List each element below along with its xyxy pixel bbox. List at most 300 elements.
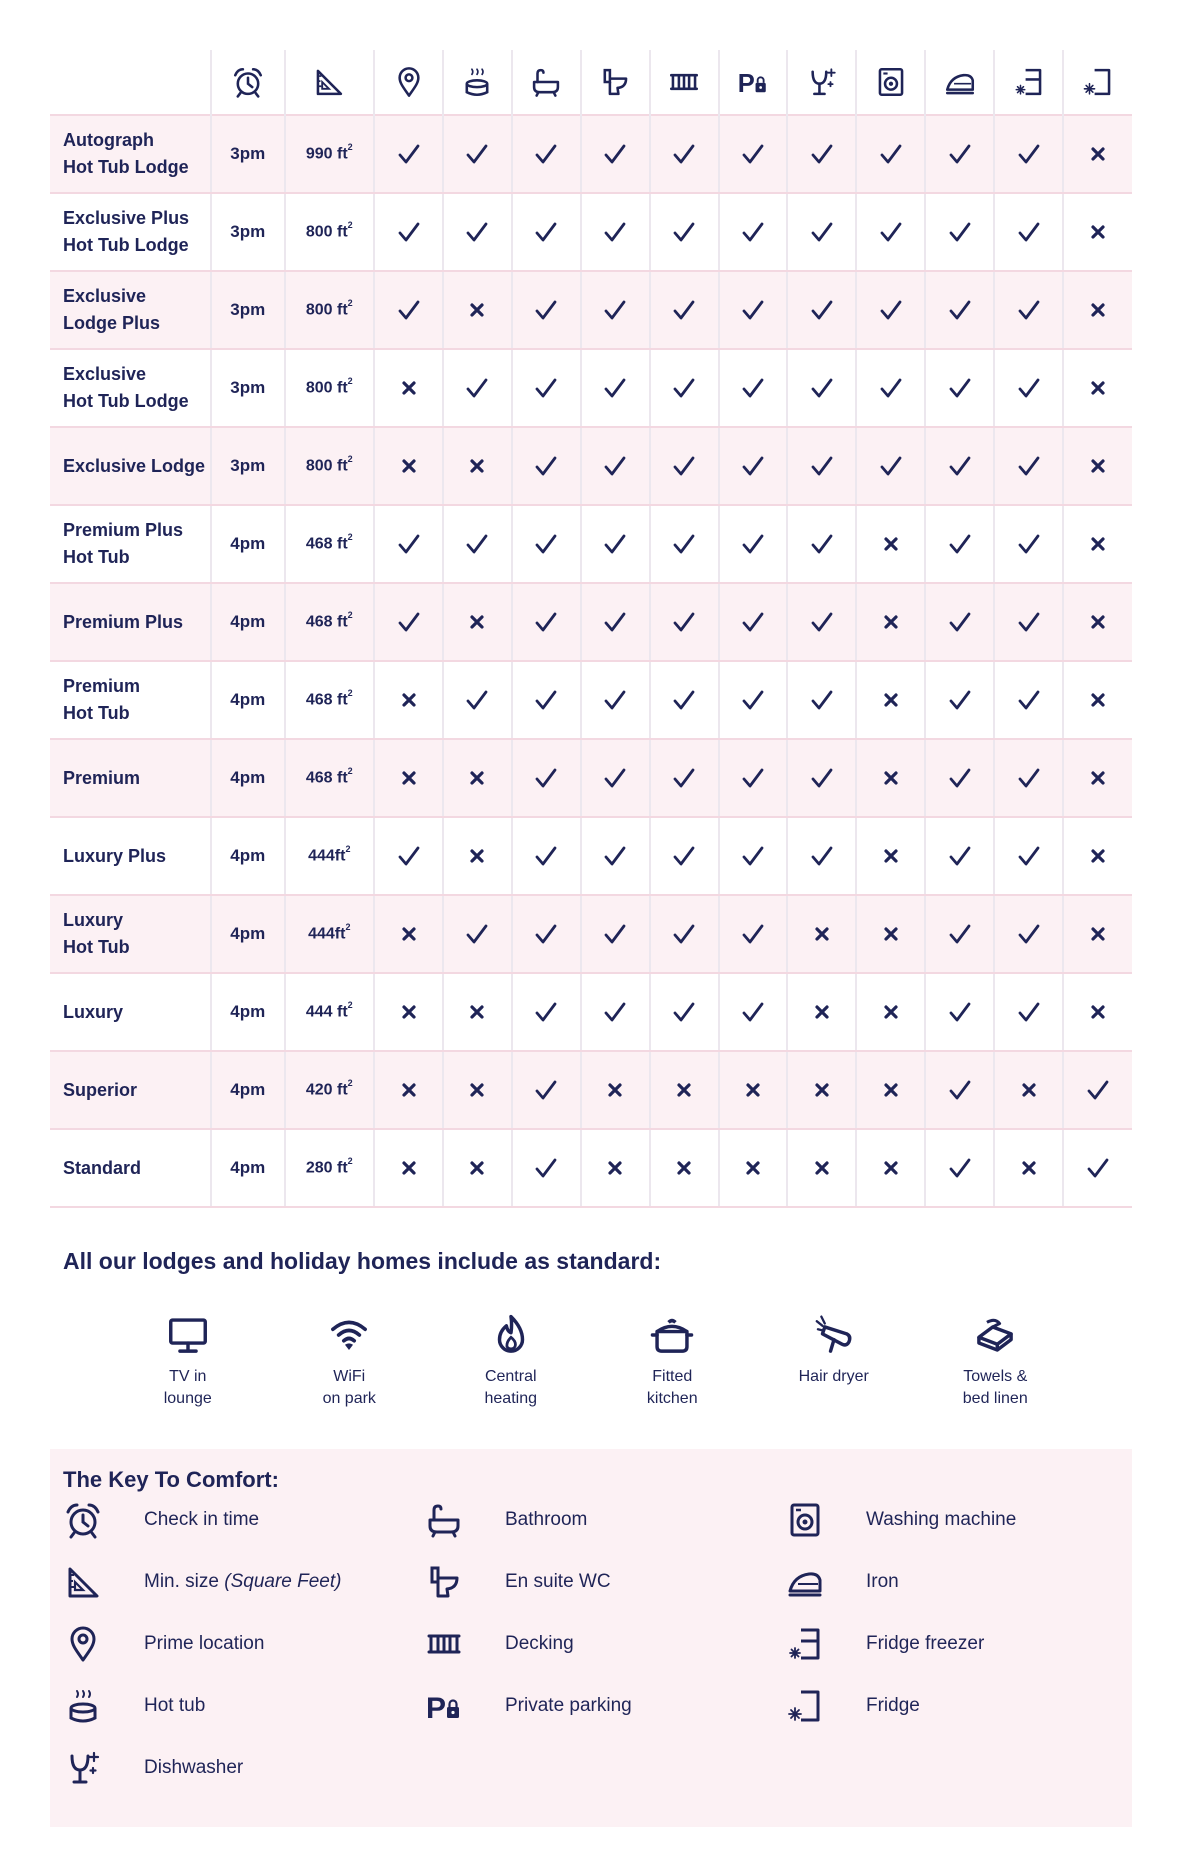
key-item	[785, 1562, 899, 1602]
table-row	[50, 1051, 1132, 1129]
feature-cell-fridge	[1063, 115, 1132, 193]
check-icon	[1018, 1001, 1040, 1023]
check-icon	[949, 299, 971, 321]
feature-cell-bathtub	[512, 1129, 581, 1207]
bathtub-icon	[424, 1500, 464, 1540]
key-label-text: Iron	[866, 1571, 899, 1592]
check-icon	[949, 689, 971, 711]
check-icon	[811, 689, 833, 711]
feature-cell-washing-machine	[856, 661, 925, 739]
table-row	[50, 427, 1132, 505]
feature-cell-toilet	[581, 115, 650, 193]
cross-icon	[677, 1161, 691, 1175]
feature-cell-toilet	[581, 427, 650, 505]
table-row	[50, 895, 1132, 973]
check-icon	[535, 377, 557, 399]
dishwasher-icon	[63, 1748, 103, 1788]
feature-cell-decking	[650, 349, 719, 427]
cross-icon	[884, 927, 898, 941]
feature-cell-dishwasher	[787, 583, 856, 661]
lodge-name	[50, 349, 211, 427]
cross-icon	[1091, 225, 1105, 239]
table-row	[50, 115, 1132, 193]
check-icon	[949, 611, 971, 633]
min-size-value: 468 ft	[305, 535, 348, 553]
cross-icon	[1091, 615, 1105, 629]
feature-cell-washing-machine	[856, 271, 925, 349]
key-label	[866, 1695, 920, 1717]
checkin-time: 3pm	[211, 193, 284, 271]
check-icon	[742, 845, 764, 867]
feature-cell-iron	[925, 271, 994, 349]
check-icon	[811, 845, 833, 867]
table-row	[50, 349, 1132, 427]
check-icon	[398, 533, 420, 555]
feature-cell-toilet	[581, 193, 650, 271]
cross-icon	[884, 537, 898, 551]
key-label-text: Dishwasher	[144, 1757, 244, 1778]
feature-cell-bathtub	[512, 895, 581, 973]
column-header-washing-machine	[856, 50, 925, 115]
feature-cell-dishwasher	[787, 427, 856, 505]
feature-cell-toilet	[581, 1129, 650, 1207]
parking-icon	[424, 1686, 464, 1726]
comparison-table	[50, 50, 1132, 1208]
lodge-name	[50, 661, 211, 739]
alarm-clock-icon	[63, 1500, 103, 1540]
feature-cell-parking	[719, 505, 788, 583]
feature-cell-washing-machine	[856, 817, 925, 895]
feature-cell-location-pin	[374, 817, 443, 895]
standard-feature-label-line: Central	[484, 1368, 537, 1385]
lodge-name-line: Exclusive Lodge	[63, 455, 206, 476]
cross-icon	[608, 1161, 622, 1175]
header-row	[50, 50, 1132, 115]
feature-cell-bathtub	[512, 661, 581, 739]
check-icon	[673, 845, 695, 867]
feature-cell-hot-tub	[443, 739, 512, 817]
check-icon	[535, 767, 557, 789]
key-title: The Key To Comfort:	[63, 1467, 279, 1492]
check-icon	[673, 767, 695, 789]
cross-icon	[884, 771, 898, 785]
lodge-name	[50, 1129, 211, 1207]
min-size-value: 444ft	[308, 847, 346, 865]
feature-cell-parking	[719, 193, 788, 271]
standard-feature-item	[107, 1312, 269, 1424]
feature-cell-parking	[719, 427, 788, 505]
feature-cell-iron	[925, 583, 994, 661]
feature-cell-hot-tub	[443, 583, 512, 661]
check-icon	[811, 455, 833, 477]
feature-cell-decking	[650, 583, 719, 661]
feature-cell-dishwasher	[787, 115, 856, 193]
check-icon	[673, 299, 695, 321]
checkin-time: 4pm	[211, 739, 284, 817]
key-label	[144, 1695, 205, 1717]
check-icon	[466, 923, 488, 945]
key-item	[424, 1500, 588, 1540]
feature-cell-parking	[719, 1051, 788, 1129]
check-icon	[742, 767, 764, 789]
table-row	[50, 1129, 1132, 1207]
feature-cell-decking	[650, 115, 719, 193]
check-icon	[742, 221, 764, 243]
feature-cell-location-pin	[374, 739, 443, 817]
bathtub-icon	[529, 65, 563, 99]
feature-cell-dishwasher	[787, 505, 856, 583]
feature-cell-fridge-freezer	[994, 973, 1063, 1051]
feature-cell-fridge	[1063, 271, 1132, 349]
location-pin-icon	[392, 65, 426, 99]
checkin-time: 4pm	[211, 895, 284, 973]
feature-cell-parking	[719, 739, 788, 817]
feature-cell-dishwasher	[787, 1051, 856, 1129]
feature-cell-decking	[650, 661, 719, 739]
cross-icon	[677, 1083, 691, 1097]
check-icon	[673, 221, 695, 243]
table-row	[50, 505, 1132, 583]
feature-cell-hot-tub	[443, 817, 512, 895]
key-label-text: Fridge freezer	[866, 1633, 985, 1654]
feature-cell-bathtub	[512, 193, 581, 271]
key-label-text: Washing machine	[866, 1509, 1017, 1530]
checkin-time: 3pm	[211, 427, 284, 505]
key-label	[505, 1695, 632, 1717]
checkin-time: 3pm	[211, 349, 284, 427]
min-size-unit: 2	[347, 532, 353, 543]
lodge-name-line: Luxury	[63, 1001, 124, 1022]
feature-cell-toilet	[581, 739, 650, 817]
min-size-value: 468 ft	[305, 613, 348, 631]
standard-feature-item	[430, 1312, 592, 1424]
feature-cell-fridge-freezer	[994, 505, 1063, 583]
key-label-text: Prime location	[144, 1633, 265, 1654]
key-item	[63, 1500, 260, 1540]
lodge-name	[50, 895, 211, 973]
feature-cell-fridge	[1063, 817, 1132, 895]
feature-cell-decking	[650, 271, 719, 349]
iron-icon	[785, 1562, 825, 1602]
feature-cell-bathtub	[512, 505, 581, 583]
cross-icon	[1091, 1005, 1105, 1019]
standard-feature-label-line: on park	[322, 1390, 376, 1407]
checkin-time: 4pm	[211, 1051, 284, 1129]
standard-feature-label-line: TV in	[169, 1368, 207, 1385]
feature-cell-toilet	[581, 973, 650, 1051]
check-icon	[604, 923, 626, 945]
set-square-icon	[63, 1562, 103, 1602]
min-size	[285, 193, 375, 271]
feature-cell-decking	[650, 895, 719, 973]
standard-feature-label-line: bed linen	[962, 1390, 1028, 1407]
table-row	[50, 193, 1132, 271]
check-icon	[1018, 923, 1040, 945]
min-size-value: 444ft	[308, 925, 346, 943]
feature-cell-location-pin	[374, 349, 443, 427]
lodge-name	[50, 583, 211, 661]
washing-machine-icon	[874, 65, 908, 99]
check-icon	[535, 143, 557, 165]
cross-icon	[1091, 693, 1105, 707]
check-icon	[398, 611, 420, 633]
feature-cell-fridge	[1063, 973, 1132, 1051]
min-size-unit: 2	[347, 1000, 353, 1011]
lodge-name-line: Luxury Plus	[63, 845, 167, 866]
flame-icon	[488, 1312, 534, 1358]
feature-cell-location-pin	[374, 895, 443, 973]
lodge-name-line: Autograph	[63, 130, 154, 150]
feature-cell-fridge	[1063, 505, 1132, 583]
cross-icon	[470, 1005, 484, 1019]
key-panel	[50, 1449, 1132, 1827]
min-size-value: 800 ft	[305, 457, 348, 475]
check-icon	[949, 533, 971, 555]
column-header-toilet	[581, 50, 650, 115]
cross-icon	[884, 1083, 898, 1097]
column-header-decking	[650, 50, 719, 115]
hair-dryer-icon	[811, 1312, 857, 1358]
feature-cell-fridge-freezer	[994, 271, 1063, 349]
lodge-name-line: Exclusive Plus	[63, 208, 190, 228]
lodge-name	[50, 973, 211, 1051]
cross-icon	[402, 1005, 416, 1019]
feature-cell-fridge	[1063, 349, 1132, 427]
feature-cell-bathtub	[512, 739, 581, 817]
feature-cell-fridge-freezer	[994, 583, 1063, 661]
key-label-text: Hot tub	[144, 1695, 206, 1716]
feature-cell-parking	[719, 115, 788, 193]
key-item	[785, 1624, 985, 1664]
min-size	[285, 349, 375, 427]
feature-cell-parking	[719, 973, 788, 1051]
lodge-name-line: Premium	[63, 676, 141, 696]
cross-icon	[884, 849, 898, 863]
check-icon	[949, 767, 971, 789]
check-icon	[673, 611, 695, 633]
feature-cell-washing-machine	[856, 427, 925, 505]
feature-cell-fridge-freezer	[994, 817, 1063, 895]
fridge-icon	[785, 1686, 825, 1726]
check-icon	[1018, 143, 1040, 165]
feature-cell-parking	[719, 349, 788, 427]
min-size-value: 990 ft	[305, 145, 348, 163]
table-row	[50, 739, 1132, 817]
min-size	[285, 427, 375, 505]
standard-feature-label-line: WiFi	[333, 1368, 366, 1385]
feature-cell-dishwasher	[787, 271, 856, 349]
feature-cell-parking	[719, 817, 788, 895]
parking-icon	[736, 65, 770, 99]
column-header-location-pin	[374, 50, 443, 115]
feature-cell-dishwasher	[787, 661, 856, 739]
hot-tub-icon	[63, 1686, 103, 1726]
towels-icon	[972, 1312, 1018, 1358]
min-size	[285, 895, 375, 973]
cross-icon	[1091, 537, 1105, 551]
feature-cell-location-pin	[374, 973, 443, 1051]
check-icon	[742, 533, 764, 555]
checkin-time: 4pm	[211, 817, 284, 895]
cross-icon	[884, 1161, 898, 1175]
check-icon	[604, 767, 626, 789]
lodge-name-line: Premium	[63, 767, 141, 788]
check-icon	[466, 533, 488, 555]
feature-cell-fridge-freezer	[994, 1051, 1063, 1129]
min-size	[285, 1129, 375, 1207]
check-icon	[466, 221, 488, 243]
cross-icon	[470, 615, 484, 629]
check-icon	[398, 845, 420, 867]
feature-cell-fridge-freezer	[994, 427, 1063, 505]
check-icon	[466, 377, 488, 399]
feature-cell-hot-tub	[443, 115, 512, 193]
feature-cell-toilet	[581, 661, 650, 739]
fridge-freezer-icon	[1012, 65, 1046, 99]
standard-feature-label	[647, 1366, 698, 1410]
check-icon	[535, 1079, 557, 1101]
standard-feature-label	[323, 1366, 376, 1410]
tv-icon	[165, 1312, 211, 1358]
check-icon	[604, 845, 626, 867]
feature-cell-iron	[925, 739, 994, 817]
column-header-alarm-clock	[211, 50, 284, 115]
lodge-name-line: Exclusive	[63, 364, 147, 384]
feature-cell-location-pin	[374, 193, 443, 271]
cross-icon	[608, 1083, 622, 1097]
key-item	[424, 1562, 611, 1602]
checkin-time: 3pm	[211, 271, 284, 349]
feature-cell-dishwasher	[787, 349, 856, 427]
check-icon	[742, 689, 764, 711]
column-header-parking	[719, 50, 788, 115]
feature-cell-parking	[719, 1129, 788, 1207]
feature-cell-fridge-freezer	[994, 661, 1063, 739]
table-row	[50, 817, 1132, 895]
standard-feature-item	[753, 1312, 915, 1424]
column-header-fridge-freezer	[994, 50, 1063, 115]
check-icon	[1018, 377, 1040, 399]
feature-cell-dishwasher	[787, 973, 856, 1051]
fridge-freezer-icon	[785, 1624, 825, 1664]
feature-cell-location-pin	[374, 115, 443, 193]
feature-cell-toilet	[581, 505, 650, 583]
check-icon	[811, 767, 833, 789]
feature-cell-fridge	[1063, 427, 1132, 505]
check-icon	[811, 377, 833, 399]
check-icon	[535, 1157, 557, 1179]
check-icon	[673, 1001, 695, 1023]
lodge-name-line: Hot Tub	[63, 937, 130, 957]
feature-cell-location-pin	[374, 427, 443, 505]
cross-icon	[1091, 849, 1105, 863]
feature-cell-hot-tub	[443, 427, 512, 505]
check-icon	[1018, 455, 1040, 477]
cross-icon	[1091, 459, 1105, 473]
check-icon	[1087, 1157, 1109, 1179]
key-item	[424, 1624, 574, 1664]
cross-icon	[402, 771, 416, 785]
key-item	[63, 1686, 206, 1726]
cross-icon	[1022, 1161, 1036, 1175]
standard-feature-label	[164, 1366, 212, 1410]
cross-icon	[884, 615, 898, 629]
min-size	[285, 739, 375, 817]
feature-cell-iron	[925, 817, 994, 895]
min-size-unit: 2	[347, 1156, 353, 1167]
feature-cell-fridge	[1063, 193, 1132, 271]
feature-cell-fridge	[1063, 1051, 1132, 1129]
standard-feature-label-line: Fitted	[652, 1368, 693, 1385]
column-header-set-square	[285, 50, 375, 115]
checkin-time: 4pm	[211, 505, 284, 583]
toilet-icon	[424, 1562, 464, 1602]
feature-cell-dishwasher	[787, 895, 856, 973]
table-row	[50, 271, 1132, 349]
feature-cell-washing-machine	[856, 505, 925, 583]
feature-cell-hot-tub	[443, 661, 512, 739]
feature-cell-bathtub	[512, 583, 581, 661]
min-size	[285, 973, 375, 1051]
key-label	[144, 1757, 243, 1779]
check-icon	[880, 221, 902, 243]
feature-cell-dishwasher	[787, 739, 856, 817]
check-icon	[398, 221, 420, 243]
feature-cell-parking	[719, 583, 788, 661]
cross-icon	[470, 1083, 484, 1097]
min-size-unit: 2	[345, 844, 351, 855]
feature-cell-iron	[925, 895, 994, 973]
check-icon	[604, 611, 626, 633]
feature-cell-bathtub	[512, 271, 581, 349]
feature-cell-iron	[925, 505, 994, 583]
check-icon	[949, 1001, 971, 1023]
check-icon	[1018, 299, 1040, 321]
check-icon	[604, 455, 626, 477]
feature-cell-iron	[925, 1051, 994, 1129]
check-icon	[604, 143, 626, 165]
cross-icon	[402, 459, 416, 473]
feature-cell-location-pin	[374, 583, 443, 661]
key-item	[63, 1748, 244, 1788]
check-icon	[742, 143, 764, 165]
decking-icon	[667, 65, 701, 99]
feature-cell-bathtub	[512, 427, 581, 505]
min-size	[285, 271, 375, 349]
check-icon	[535, 845, 557, 867]
feature-cell-hot-tub	[443, 271, 512, 349]
feature-cell-toilet	[581, 349, 650, 427]
min-size	[285, 1051, 375, 1129]
key-item	[424, 1686, 632, 1726]
feature-cell-hot-tub	[443, 193, 512, 271]
lodge-name	[50, 1051, 211, 1129]
feature-cell-fridge	[1063, 739, 1132, 817]
feature-cell-location-pin	[374, 505, 443, 583]
check-icon	[604, 533, 626, 555]
key-label-text: En suite WC	[505, 1571, 611, 1592]
feature-cell-decking	[650, 427, 719, 505]
feature-cell-toilet	[581, 817, 650, 895]
feature-cell-hot-tub	[443, 349, 512, 427]
feature-cell-washing-machine	[856, 739, 925, 817]
feature-cell-location-pin	[374, 1129, 443, 1207]
wifi-icon	[326, 1312, 372, 1358]
feature-cell-iron	[925, 973, 994, 1051]
set-square-icon	[312, 65, 346, 99]
min-size-value: 444 ft	[305, 1003, 348, 1021]
alarm-clock-icon	[231, 65, 265, 99]
